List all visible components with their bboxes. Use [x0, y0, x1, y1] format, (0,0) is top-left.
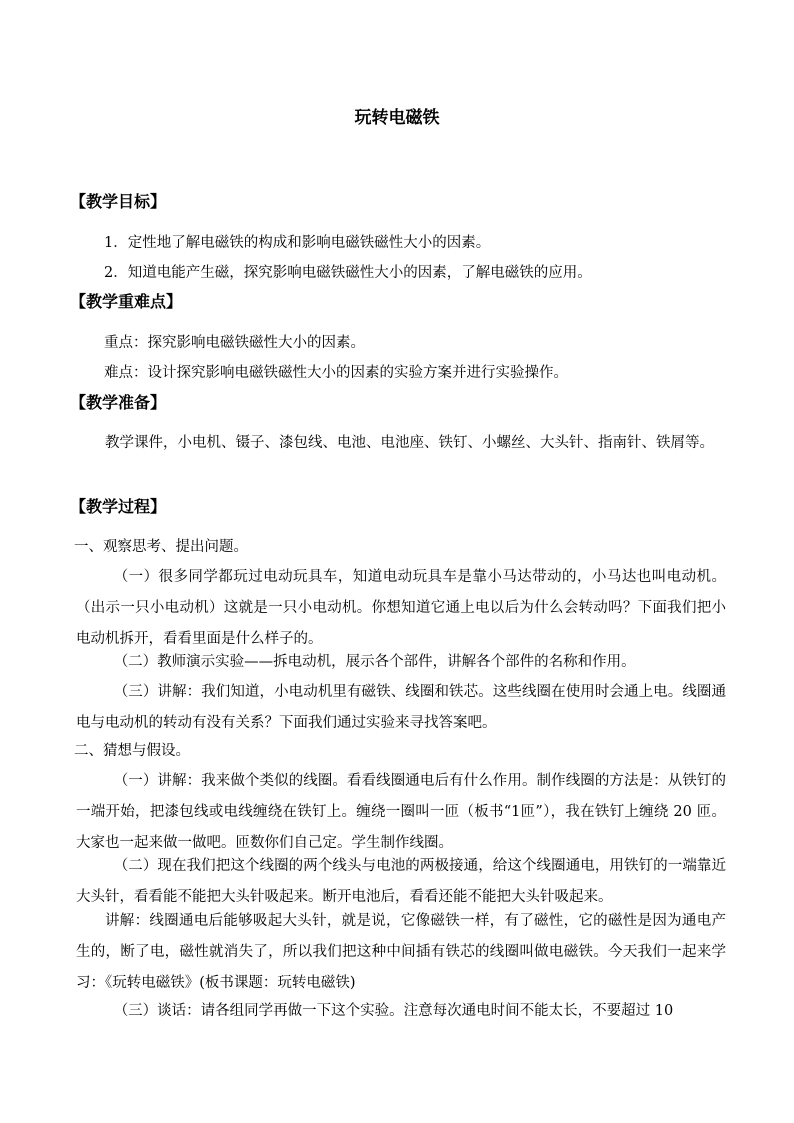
preparation-text: 教学课件，小电机、镊子、漆包线、电池、电池座、铁钉、小螺丝、大头针、指南针、铁屑等。	[105, 435, 714, 451]
process-paragraph: （一）很多同学都玩过电动玩具车，知道电动玩具车是靠小马达带动的，小马达也叫电动机。（出示一只小电动机）这就是一只小电动机。你想知道它通上电以后为什么会转动吗？下面我们把小电动机拆开，看看里面是什么样子的。	[76, 569, 726, 647]
process-paragraph: （二）教师演示实验——拆电动机，展示各个部件，讲解各个部件的名称和作用。	[113, 654, 636, 670]
process-paragraph: （三）谈话：请各组同学再做一下这个实验。注意每次通电时间不能太长，不要超过 10	[113, 1003, 674, 1019]
heading-preparation: 【教学准备】	[70, 393, 167, 412]
heading-objectives: 【教学目标】	[70, 192, 167, 211]
process-part1-title: 一、观察思考、提出问题。	[74, 539, 248, 555]
document-title: 玩转电磁铁	[354, 108, 440, 128]
process-paragraph: （三）讲解：我们知道，小电动机里有磁铁、线圈和铁芯。这些线圈在使用时会通上电。线圈通电与电动机的转动有没有关系？下面我们通过实验来寻找答案吧。	[76, 684, 726, 731]
process-part2-title: 二、猜想与假设。	[74, 743, 190, 759]
key-point-difficulty: 难点：设计探究影响电磁铁磁性大小的因素的实验方案并进行实验操作。	[104, 365, 568, 381]
heading-key-points: 【教学重难点】	[70, 292, 183, 311]
process-paragraph: （二）现在我们把这个线圈的两个线头与电池的两极接通，给这个线圈通电，用铁钉的一端靠近大头针，看看能不能把大头针吸起来。断开电池后，看看还能不能把大头针吸起来。	[76, 858, 726, 905]
key-point-focus: 重点：探究影响电磁铁磁性大小的因素。	[104, 335, 365, 351]
objective-item-2: 2．知道电能产生磁，探究影响电磁铁磁性大小的因素，了解电磁铁的应用。	[104, 265, 592, 281]
heading-process: 【教学过程】	[70, 497, 167, 516]
objective-item-1: 1．定性地了解电磁铁的构成和影响电磁铁磁性大小的因素。	[104, 235, 491, 251]
process-paragraph: 讲解：线圈通电后能够吸起大头针，就是说，它像磁铁一样，有了磁性，它的磁性是因为通电产生的，断了电，磁性就消失了，所以我们把这种中间插有铁芯的线圈叫做电磁铁。今天我们一起来学习：《玩转电磁铁》(板书课题：玩转电磁铁)	[76, 913, 726, 991]
process-paragraph: （一）讲解：我来做个类似的线圈。看看线圈通电后有什么作用。制作线圈的方法是：从铁钉的一端开始，把漆包线或电线缠绕在铁钉上。缠绕一圈叫一匝（板书“1匝”），我在铁钉上缠绕 20 匝。大家也一起来做一做吧。匝数你们自己定。学生制作线圈。	[76, 773, 726, 851]
